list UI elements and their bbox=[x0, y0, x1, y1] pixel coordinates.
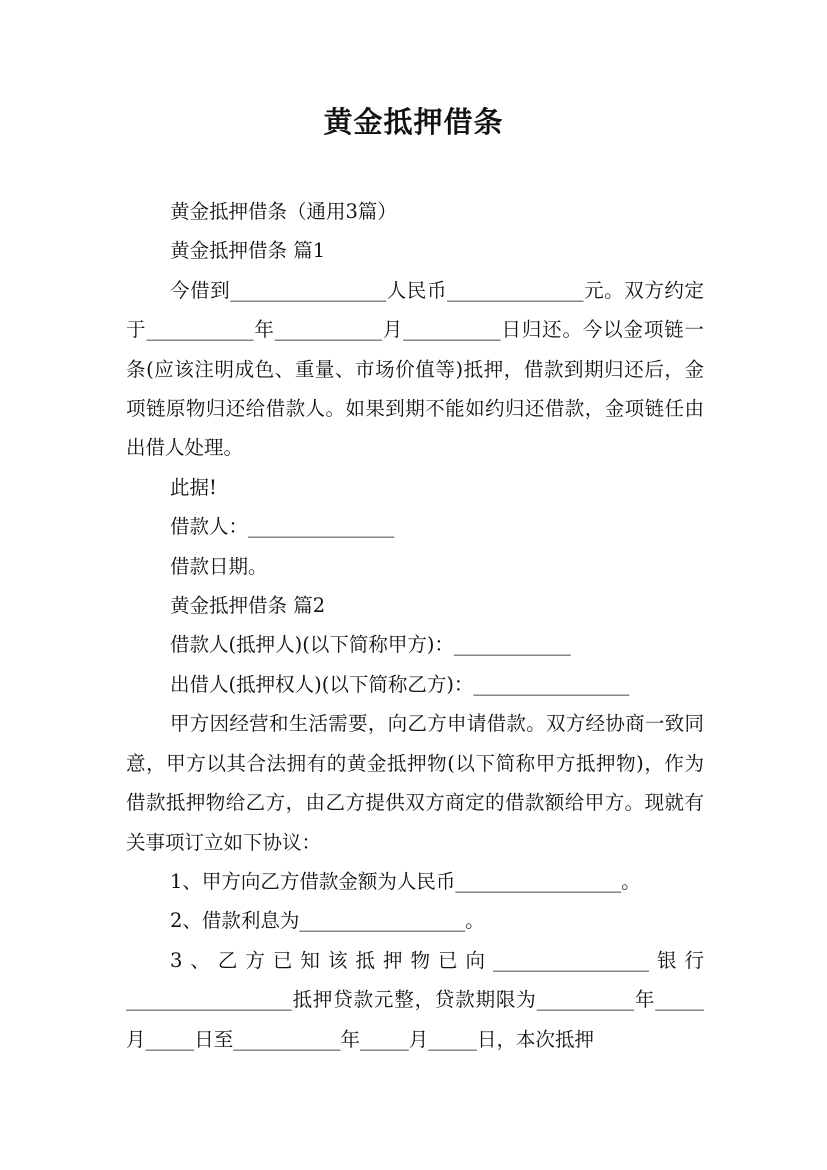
paragraph-loan-date: 借款日期。 bbox=[170, 554, 268, 578]
document-title: 黄金抵押借条 bbox=[323, 105, 504, 139]
paragraph-certify: 此据! bbox=[170, 475, 217, 499]
paragraph-agreement-intro: 甲方因经营和生活需要，向乙方申请借款。双方经协商一致同意，甲方以其合法拥有的黄金抵押物(以下简称甲方抵押物)，作为借款抵押物给乙方，由乙方提供双方商定的借款额给甲方。现就有关事项订立如下协议： bbox=[126, 712, 704, 854]
paragraph-heading-general: 黄金抵押借条（通用3篇） bbox=[170, 200, 397, 223]
paragraph-borrower-signature: 借款人：_______________ bbox=[170, 515, 395, 539]
paragraph-clause-3: 3、乙方已知该抵押物已向________________银行_________________抵押贷款元整，贷款期限为__________年_____月_____日至___________年_____月_____日，本次抵押 bbox=[126, 948, 704, 1051]
paragraph-clause-2: 2、借款利息为_________________。 bbox=[170, 909, 485, 933]
paragraph-section-2-heading: 黄金抵押借条 篇2 bbox=[170, 594, 326, 618]
paragraph-loan-terms: 今借到________________人民币______________元。双方约定于___________年___________月__________日归还。今以金项链一条(应该注明成色、重量、市场价值等)抵押，借款到期归还后，金项链原物归还给借款人。如果到期不能如约归还借款，金项链任由出借人处理。 bbox=[126, 278, 704, 460]
paragraph-party-a: 借款人(抵押人)(以下简称甲方)：____________ bbox=[170, 633, 571, 657]
document-body bbox=[126, 192, 704, 1059]
paragraph-clause-1: 1、甲方向乙方借款金额为人民币_________________。 bbox=[170, 869, 641, 893]
paragraph-party-b: 出借人(抵押权人)(以下简称乙方)：________________ bbox=[170, 672, 630, 696]
paragraph-section-1-heading: 黄金抵押借条 篇1 bbox=[170, 239, 326, 263]
